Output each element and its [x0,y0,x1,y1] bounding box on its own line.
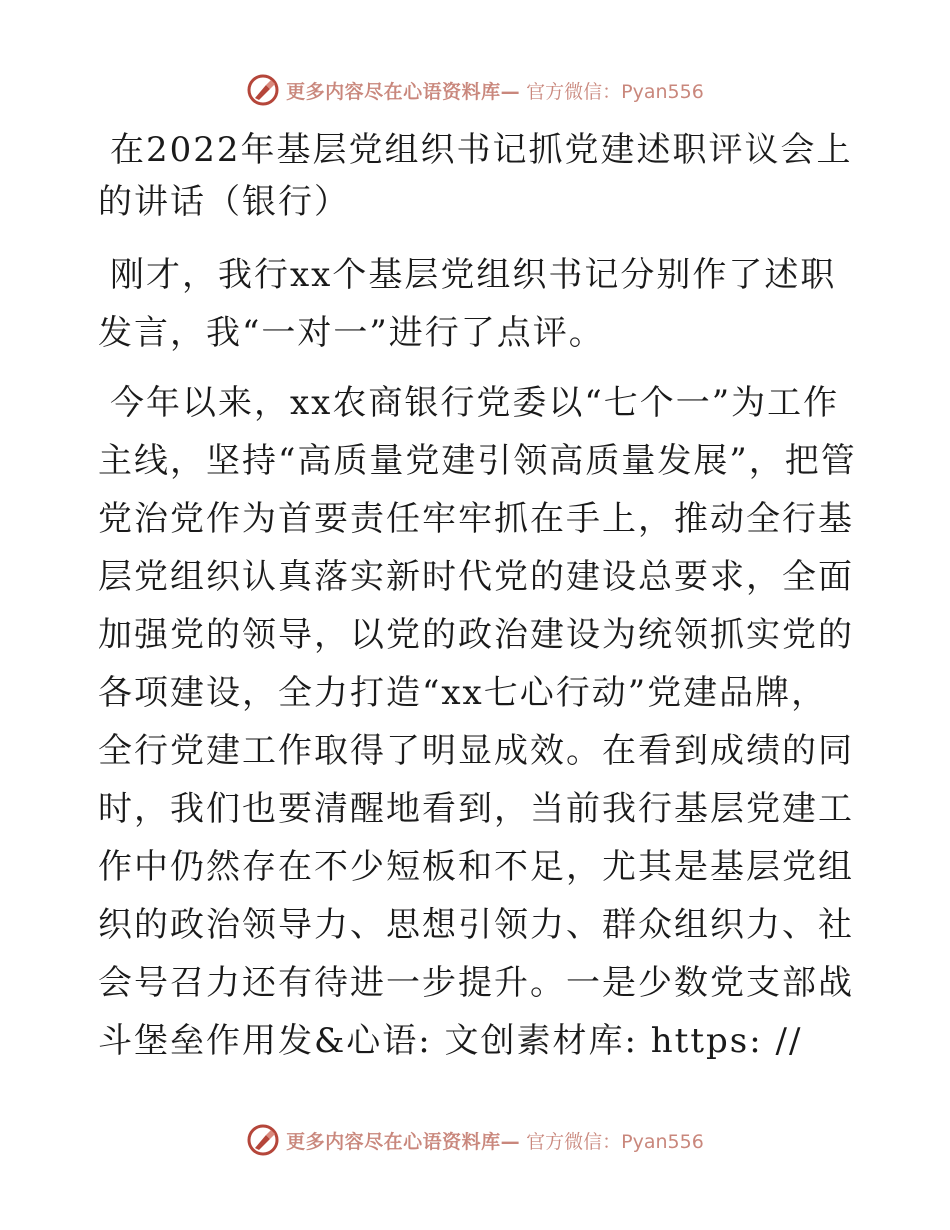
pen-nib-logo-icon [246,73,280,107]
pen-nib-logo-icon [246,1123,280,1157]
header-banner-text: 更多内容尽在心语资料库— [286,80,521,103]
document-body [98,124,858,1082]
footer-banner-text: 更多内容尽在心语资料库— [286,1130,521,1153]
paragraph-2: 今年以来，xx农商银行党委以“七个一”为工作主线，坚持“高质量党建引领高质量发展”，把管党治党作为首要责任牢牢抓在手上，推动全行基层党组织认真落实新时代党的建设总要求，全面加强党的领导，以党的政治建设为统领抓实党的各项建设，全力打造“xx七心行动”党建品牌，全行党建工作取得了明显成效。在看到成绩的同时，我们也要清醒地看到，当前我行基层党建工作中仍然存在不少短板和不足，尤其是基层党组织的政治领导力、思想引领力、群众组织力、社会号召力还有待进一步提升。一是少数党支部战斗堡垒作用发&心语: 文创素材库: https: // [98,383,857,1061]
paragraph-1: 刚才，我行xx个基层党组织书记分别作了述职发言，我“一对一”进行了点评。 [98,255,837,353]
footer-banner-wechat: 官方微信：Pyan556 [526,1130,704,1153]
header-banner [0,70,950,110]
document-title: 在2022年基层党组织书记抓党建述职评议会上的讲话（银行） [98,130,853,222]
footer-banner [0,1120,950,1160]
header-banner-wechat: 官方微信：Pyan556 [526,80,704,103]
